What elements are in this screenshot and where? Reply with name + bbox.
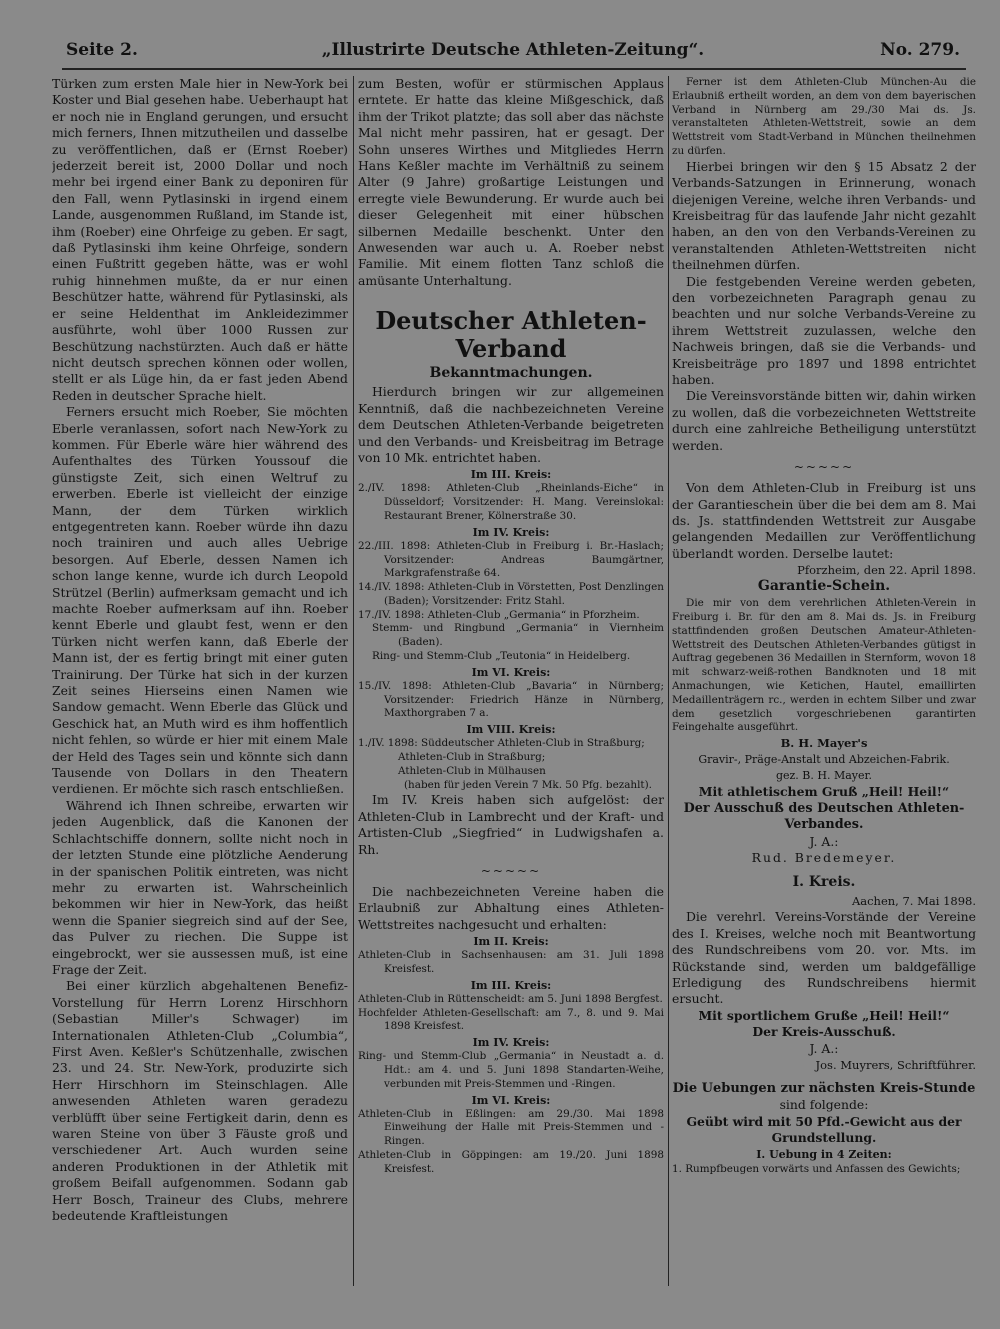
dateline: Pforzheim, den 22. April 1898.	[797, 563, 976, 578]
article-paragraph: Die festgebenden Vereine werden gebeten, den vorbezeichneten Paragraph genau zu beachten und nur solche Verbands-Vereine zu ihrem Wettstreit zuzulassen, welche den Nachweis bringen, daß sie die Verbands- und Kreisbeiträge pro 1897 und 1898 entrichtet haben.	[672, 273, 976, 388]
certificate-text: Die mir von dem verehrlichen Athleten-Verein in Freiburg i. Br. für den am 8. Mai ds. Js. in Freiburg stattfindenden großen Deutschen Amateur-Athleten-Wettstreit des Deutschen Athleten-Verbandes gütigst in Auftrag gegebenen 36 Medaillen in Sternform, wovon 18 mit schwarz-weiß-rothen Bandknoten und 18 mit Anmachungen, wie Ketichen, Hautel, emaillirten Medaillenträgern rc., werden in echtem Silber und zwar dem gesetzlich vorgeschriebenen garantirten Feingehalte ausgeführt.	[672, 597, 976, 734]
club-entry: Athleten-Club in Mülhausen	[398, 764, 546, 777]
district-heading: Im VI. Kreis:	[471, 1093, 551, 1107]
exercise-title: Die Uebungen zur nächsten Kreis-Stunde	[672, 1081, 976, 1096]
exercise-heading: I. Uebung in 4 Zeiten:	[756, 1147, 892, 1161]
club-entry: Stemm- und Ringbund „Germania“ in Viernheim (Baden).	[372, 622, 664, 649]
intro-paragraph: Hierdurch bringen wir zur allgemeinen Kenntniß, daß die nachbezeichneten Vereine dem Deutschen Athleten-Verbande beigetreten und den Verbands- und Kreisbeitrag im Betrage von 10 Mk. entrichtet haben.	[358, 384, 664, 465]
section-title: Deutscher Athleten-Verband	[375, 306, 647, 364]
district-heading: Im III. Kreis:	[470, 978, 552, 992]
article-paragraph: Hierbei bringen wir den § 15 Absatz 2 der Verbands-Satzungen in Erinnerung, wonach diejenigen Vereine, welche ihren Verbands- und Kreisbeitrag für das laufende Jahr nicht gezahlt haben, an den von den Verbands-Vereinen zu veranstaltenden Athleten-Wettstreiten nicht theilnehmen dürfen.	[672, 158, 976, 273]
header-rule	[62, 68, 966, 70]
column-divider	[668, 76, 669, 1286]
section-subtitle: Bekanntmachungen.	[429, 365, 593, 382]
district-heading: Im II. Kreis:	[473, 935, 549, 949]
district-heading: Im VIII. Kreis:	[466, 723, 556, 737]
district-heading: Im III. Kreis:	[470, 468, 552, 482]
article-paragraph: Ferners ersucht mich Roeber, Sie möchten Eberle veranlassen, sofort nach New-York zu kommen. Für Eberle wäre hier während des Aufenthaltes des Türken Youssouf die günstigste Zeit, sich einen Weltruf zu erwerben. Eberle ist vielleicht der einzige Mann, der dem Türken wirklich entgegentreten kann. Roeber würde ihn dazu noch trainiren und auch alles Uebrige besorgen. Auf Eberle, dessen Namen ich schon lange kenne, wurde ich durch Leopold Strützel (Berlin) aufmerksam gemacht und ich machte Roeber aufmerksam auf ihn. Roeber kennt Eberle und glaubt fest, wenn er den Türken nicht werfen kann, daß Eberle der Mann ist, der es fertig bringt mit einer guten Trainirung. Der Türke hat sich in der kurzen Zeit seines Hierseins einen Namen wie Sandow gemacht. Wenn Eberle das Glück und Geschick hat, an Muth wird es ihm hoffentlich nicht fehlen, so würde er hier mit einem Male der Held des Tages sein und könnte sich dann Tausende von Dollars in den Theatern verdienen. Er möchte sich rasch entschließen.	[52, 404, 348, 797]
column-3	[672, 76, 976, 1295]
masthead-title: „Illustrirte Deutsche Athleten-Zeitung“.	[321, 40, 705, 60]
district-heading: Im IV. Kreis:	[472, 525, 550, 539]
greeting: Mit sportlichem Gruße „Heil! Heil!“	[698, 1007, 950, 1023]
article-paragraph: Die verehrl. Vereins-Vorstände der Vereine des I. Kreises, welche noch mit Beantwortung des Rundschreibens vom 20. vor. Mts. im Rückstande sind, werden um baldgefällige Erledigung des Rundschreibens hiermit ersucht.	[672, 909, 976, 1007]
club-entry: 22./III. 1898: Athleten-Club in Freiburg i. Br.-Haslach; Vorsitzender: Andreas Baumgärtner, Markgrafenstraße 64.	[358, 539, 664, 580]
certificate-title: Garantie-Schein.	[757, 578, 891, 595]
event-entry: Athleten-Club in Rüttenscheidt: am 5. Juni 1898 Bergfest.	[358, 992, 663, 1005]
page-header	[66, 40, 960, 68]
signature-line: gez. B. H. Mayer.	[775, 768, 873, 782]
club-entry: Athleten-Club in Straßburg;	[398, 751, 546, 764]
issue-number: No. 279.	[880, 40, 960, 60]
exercise-instruction: Geübt wird mit 50 Pfd.-Gewicht aus der Grundstellung.	[686, 1113, 962, 1146]
district-heading: Im IV. Kreis:	[472, 1036, 550, 1050]
article-paragraph: Türken zum ersten Male hier in New-York bei Koster und Bial gesehen habe. Ueberhaupt hat er noch nie in England gerungen, und ersucht mich ferners, Ihnen mitzutheilen und dasselbe zu veröffentlichen, daß er (Ernst Roeber) jederzeit bereit ist, 2000 Dollar und noch mehr bei irgend einer Bank zu deponiren für den Fall, wenn Pytlasinski in irgend einem Lande, ausgenommen Rußland, im Stande ist, ihm (Roeber) eine Ohrfeige zu geben. Er sagt, daß Pytlasinski ihm keine Ohrfeige, sondern einen Fußtritt gegeben hätte, was er wohl ruhig hinnehmen mußte, da er nur einen Beschützer hatte, während für Pytlasinski, als er seine Heldenthat im Ankleidezimmer ausführte, wohl über 1000 Russen zur Beschützung nachstürzten. Auch daß er hätte nicht deutsch sprechen können oder wollen, stellt er als Lüge hin, da er fast jeden Abend Reden in deutscher Sprache hielt.	[52, 76, 348, 403]
event-entry: Hochfelder Athleten-Gesellschaft: am 7., 8. und 9. Mai 1898 Kreisfest.	[358, 1006, 664, 1033]
article-paragraph: Im IV. Kreis haben sich aufgelöst: der Athleten-Club in Lambrecht und der Kraft- und Artisten-Club „Siegfried“ in Ludwigshafen a. Rh.	[358, 792, 664, 857]
article-paragraph: Ferner ist dem Athleten-Club München-Au die Erlaubniß ertheilt worden, an dem von dem bayerischen Verband in Nürnberg am 29./30 Mai ds. Js. veranstalteten Athleten-Wettstreit, sowie an dem Wettstreit vom Stadt-Verband in München theilnehmen zu dürfen.	[672, 76, 976, 157]
signatory-name: Jos. Muyrers, Schriftführer.	[815, 1058, 976, 1072]
signatory-name: Rud. Bredemeyer.	[751, 849, 897, 865]
on-behalf-line: J. A.:	[809, 833, 839, 849]
column-divider	[353, 76, 354, 1286]
ornament-divider: ~~~~~	[480, 864, 542, 879]
club-entry: 14./IV. 1898: Athleten-Club in Vörstetten, Post Denzlingen (Baden); Vorsitzender: Fritz Stahl.	[358, 581, 664, 607]
exercise-step: 1. Rumpfbeugen vorwärts und Anfassen des Gewichts;	[672, 1163, 961, 1176]
firm-name: B. H. Mayer's	[780, 736, 868, 751]
district-heading: Im VI. Kreis:	[471, 665, 551, 679]
page-number: Seite 2.	[66, 40, 138, 60]
firm-description: Gravir-, Präge-Anstalt und Abzeichen-Fabrik.	[698, 752, 950, 766]
club-entry: 2./IV. 1898: Athleten-Club „Rheinlands-Eiche“ in Düsseldorf; Vorsitzender: H. Mang. Vereinslokal: Restaurant Brener, Kölnerstraße 30.	[358, 482, 664, 522]
event-entry: Athleten-Club in Göppingen: am 19./20. Juni 1898 Kreisfest.	[358, 1149, 664, 1175]
district-title: I. Kreis.	[792, 874, 856, 891]
dateline: Aachen, 7. Mai 1898.	[851, 894, 976, 909]
column-1	[52, 76, 348, 1295]
article-paragraph: Von dem Athleten-Club in Freiburg ist uns der Garantieschein über die bei dem am 8. Mai ds. Js. stattfindenden Wettstreit zur Ausgabe gelangenden Medaillen zur Veröffentlichung überlandt worden. Derselbe lautet:	[672, 480, 976, 561]
club-entry: 15./IV. 1898: Athleten-Club „Bavaria“ in Nürnberg; Vorsitzender: Friedrich Hänze in Nürnberg, Maxthorgraben 7 a.	[358, 679, 664, 720]
event-entry: Athleten-Club in Sachsenhausen: am 31. Juli 1898 Kreisfest.	[358, 949, 664, 976]
committee-signature: Der Kreis-Ausschuß.	[752, 1024, 896, 1040]
article-paragraph: zum Besten, wofür er stürmischen Applaus erntete. Er hatte das kleine Mißgeschick, daß ihm der Trikot platzte; das soll aber das nächste Mal nicht mehr passiren, hat er gesagt. Der Sohn unseres Wirthes und Mitgliedes Herrn Hans Keßler machte im Verhältniß zu seinem Alter (9 Jahre) großartige Leistungen und erregte viele Bewunderung. Er wurde auch bei dieser Gelegenheit mit einer hübschen silbernen Medaille beschenkt. Unter den Anwesenden war auch u. A. Roeber nebst Familie. Mit einem flotten Tanz schloß die amüsante Unterhaltung.	[358, 76, 664, 288]
article-paragraph: Die nachbezeichneten Vereine haben die Erlaubniß zur Abhaltung eines Athleten-Wettstreites nachgesucht und erhalten:	[358, 884, 664, 932]
on-behalf-line: J. A.:	[809, 1040, 839, 1056]
article-paragraph: Bei einer kürzlich abgehaltenen Benefiz-Vorstellung für Herrn Lorenz Hirschhorn (Sebastian Miller's Schwager) im Internationalen Athleten-Club „Columbia“, First Aven. Keßler's Schützenhalle, zwischen 23. und 24. Str. New-York, produzirte sich Herr Hirschhorn im Steinschlagen. Alle anwesenden Athleten waren geradezu verblüfft über seine Fertigkeit darin, denn es waren Steine von über 3 Fäuste groß und verschiedener Art. Auch wurden seine anderen Produktionen in der Athletik mit großem Beifall aufgenommen. Sodann gab Herr Bosch, Traineur des Clubs, mehrere bedeutende Kraftleistungen	[52, 978, 348, 1224]
event-entry: Ring- und Stemm-Club „Germania“ in Neustadt a. d. Hdt.: am 4. und 5. Juni 1898 Standarten-Weihe, verbunden mit Preis-Stemmen und -Ringen.	[358, 1050, 664, 1090]
exercise-subtitle: sind folgende:	[779, 1097, 869, 1113]
column-2	[358, 76, 664, 1295]
article-paragraph: Während ich Ihnen schreibe, erwarten wir jeden Augenblick, daß die Kanonen der Schlachtschiffe donnern, sollte nicht noch in der letzten Stunde eine plötzliche Aenderung in der spanischen Politik eintreten, was nicht mehr zu erwarten ist. Wahrscheinlich bekommen wir hier in New-York, das heißt wenn die Spanier siegreich sind auf der See, das Pulver zu riechen. Die Suppe ist eingebrockt, wer sie aussessen muß, ist eine Frage der Zeit.	[52, 797, 348, 977]
club-entry: (haben für jeden Verein 7 Mk. 50 Pfg. bezahlt).	[404, 778, 652, 791]
club-entry: Ring- und Stemm-Club „Teutonia“ in Heidelberg.	[372, 650, 631, 663]
club-entry: 17./IV. 1898: Athleten-Club „Germania“ in Pforzheim.	[358, 608, 640, 621]
greeting: Mit athletischem Gruß „Heil! Heil!“	[698, 784, 950, 800]
committee-signature: Der Ausschuß des Deutschen Athleten-Verbandes.	[683, 800, 965, 833]
ornament-divider: ~~~~~	[793, 460, 855, 475]
club-entry: 1./IV. 1898: Süddeutscher Athleten-Club in Straßburg;	[358, 737, 645, 750]
event-entry: Athleten-Club in Eßlingen: am 29./30. Mai 1898 Einweihung der Halle mit Preis-Stemmen und -Ringen.	[358, 1107, 664, 1148]
article-paragraph: Die Vereinsvorstände bitten wir, dahin wirken zu wollen, daß die vorbezeichneten Wettstreite durch eine zahlreiche Betheiligung unterstützt werden.	[672, 388, 976, 453]
